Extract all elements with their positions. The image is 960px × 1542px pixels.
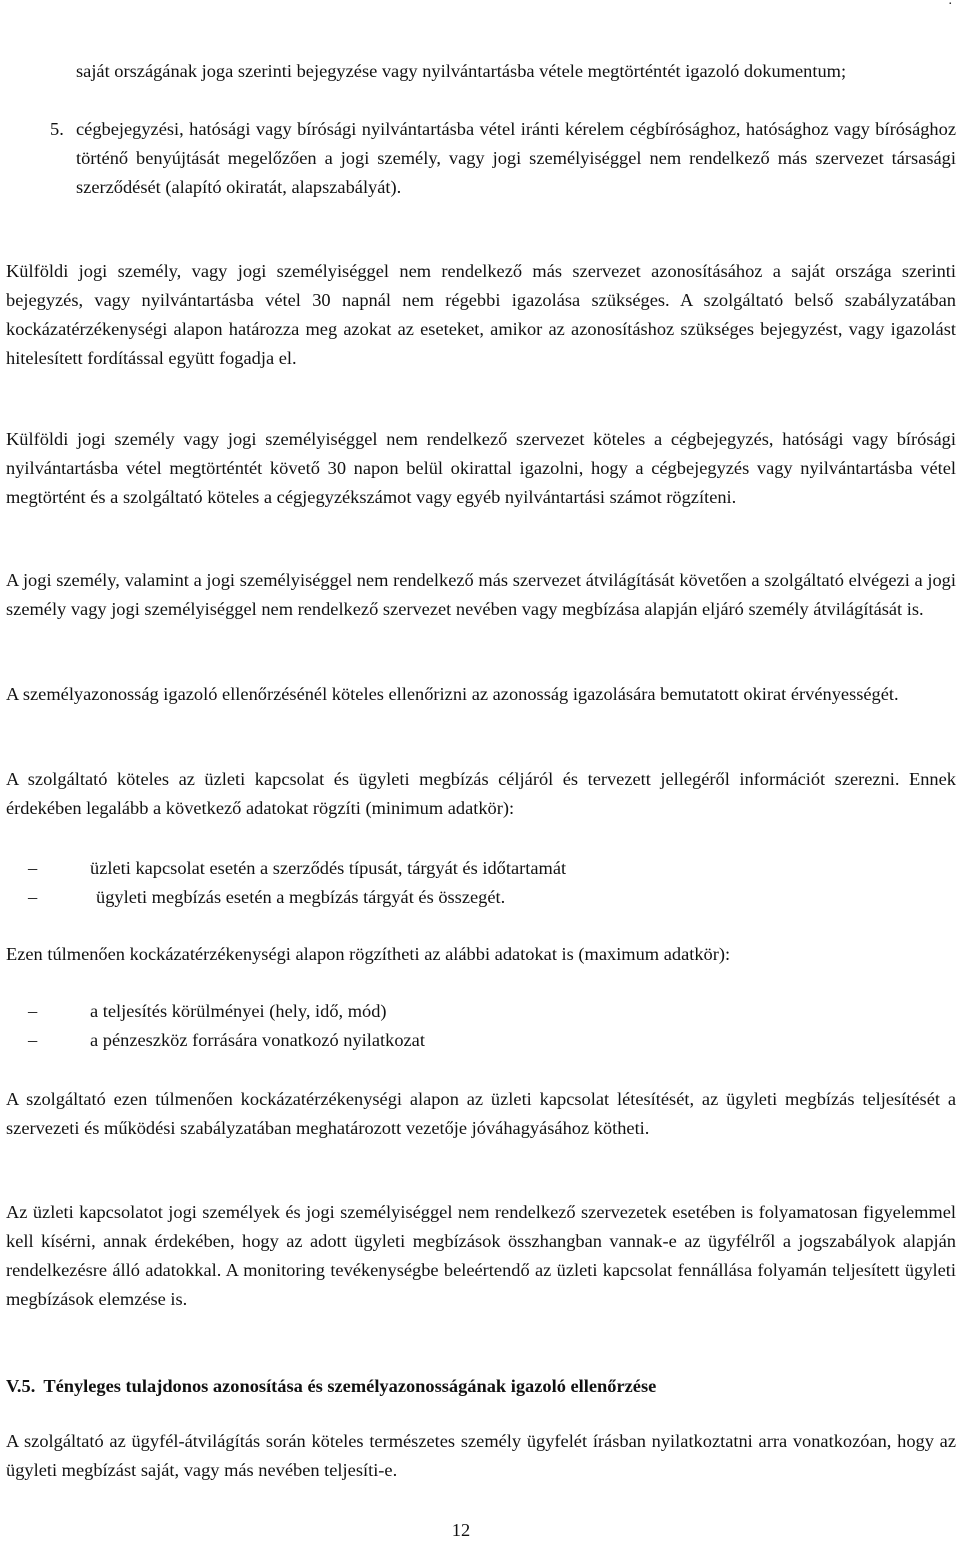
paragraph-foreign-entity-registration: Külföldi jogi személy vagy jogi személyiséggel nem rendelkező szervezet köteles a cégbejegyzés, hatósági vagy bírósági nyilvántartásba vétel megtörténtét követő 30 napon belül okirattal igazolni, hogy a cégbejegyzés vagy nyilvántartásba vétel megtörtént és a szolgáltató köteles a cégjegyzékszámot vagy egyéb nyilvántartási számot rögzíteni. (6, 429, 956, 507)
list-item-text: ügyleti megbízás esetén a megbízás tárgyát és összegét. (96, 887, 506, 907)
list-item (28, 997, 928, 1026)
list-item-text: üzleti kapcsolat esetén a szerződés típusát, tárgyát és időtartamát (90, 858, 567, 878)
paragraph-maximum-data-scope: Ezen túlmenően kockázatérzékenységi alapon rögzítheti az alábbi adatokat is (maximum adatkör): (6, 944, 731, 964)
dash-bullet-icon: – (28, 1001, 38, 1021)
paragraph-representative-due-diligence: A jogi személy, valamint a jogi személyiséggel nem rendelkező más szervezet átvilágítását követően a szolgáltató elvégezi a jogi személy vagy jogi személyiséggel nem rendelkező szervezet nevében vagy megbízása alapján eljáró személy átvilágítását is. (6, 570, 956, 619)
list-item-5 (50, 115, 956, 202)
list-item-number: 5. (50, 119, 64, 139)
section-number: V.5. (6, 1376, 36, 1396)
paragraph-beneficial-owner-declaration: A szolgáltató az ügyfél-átvilágítás során köteles természetes személy ügyfelét írásban nyilatkoztatni arra vonatkozóan, hogy az ügyleti megbízást saját, vagy más nevében teljesíti-e. (6, 1431, 956, 1480)
paragraph-manager-approval: A szolgáltató ezen túlmenően kockázatérzékenységi alapon az üzleti kapcsolat létesítését, az ügyleti megbízás teljesítését a szervezeti és működési szabályzatában meghatározott vezetője jóváhagyásához kötheti. (6, 1089, 956, 1138)
list-item-text: a pénzeszköz forrására vonatkozó nyilatkozat (90, 1030, 425, 1050)
paragraph-monitoring: Az üzleti kapcsolatot jogi személyek és jogi személyiséggel nem rendelkező szervezetek esetében is folyamatosan figyelemmel kell kísérni, annak érdekében, hogy az adott ügyleti megbízások összhangban vannak-e az ügyfélről a jogszabályok alapján rendelkezésre álló adatokkal. A monitoring tevékenységbe beleértendő az üzleti kapcsolat fennállása folyamán teljesített ügyleti megbízások elemzése is. (6, 1202, 956, 1309)
dash-bullet-icon: – (28, 858, 38, 878)
section-heading (6, 1372, 956, 1401)
list-item-text: a teljesítés körülményei (hely, idő, mód) (90, 1001, 387, 1021)
list-item (28, 854, 928, 883)
paragraph-business-relationship-info: A szolgáltató köteles az üzleti kapcsolat és ügyleti megbízás céljáról és tervezett jellegéről információt szerezni. Ennek érdekében legalább a következő adatokat rögzíti (minimum adatkör): (6, 769, 956, 818)
list-item-continuation: saját országának joga szerinti bejegyzése vagy nyilvántartásba vétele megtörténtét igazoló dokumentum; (76, 61, 847, 81)
list-item-text: cégbejegyzési, hatósági vagy bírósági nyilvántartásba vétel iránti kérelem cégbírósághoz, hatósághoz vagy bírósághoz történő benyújtását megelőzően a jogi személy, vagy jogi személyiséggel nem rendelkező más szervezet társasági szerződését (alapító okiratát, alapszabályát). (76, 119, 956, 197)
page-number: 12 (451, 1520, 471, 1540)
dash-bullet-icon: – (28, 887, 38, 907)
paragraph-identity-verification: A személyazonosság igazoló ellenőrzésénél köteles ellenőrizni az azonosság igazolására bemutatott okirat érvényességét. (6, 684, 899, 704)
corner-mark: . (948, 0, 952, 8)
list-item (28, 1026, 928, 1055)
section-title: Tényleges tulajdonos azonosítása és személyazonosságának igazoló ellenőrzése (43, 1376, 657, 1396)
document-page (6, 0, 956, 1542)
list-item (28, 883, 928, 912)
dash-bullet-icon: – (28, 1030, 38, 1050)
paragraph-foreign-entity-identification: Külföldi jogi személy, vagy jogi személyiséggel nem rendelkező más szervezet azonosításához a saját országa szerinti bejegyzés, vagy nyilvántartásba vétel 30 napnál nem régebbi igazolása szükséges. A szolgáltató belső szabályzatában kockázatérzékenységi alapon határozza meg azokat az eseteket, amikor az azonosításhoz szükséges bejegyzést, vagy igazolást hitelesített fordítással együtt fogadja el. (6, 261, 956, 368)
